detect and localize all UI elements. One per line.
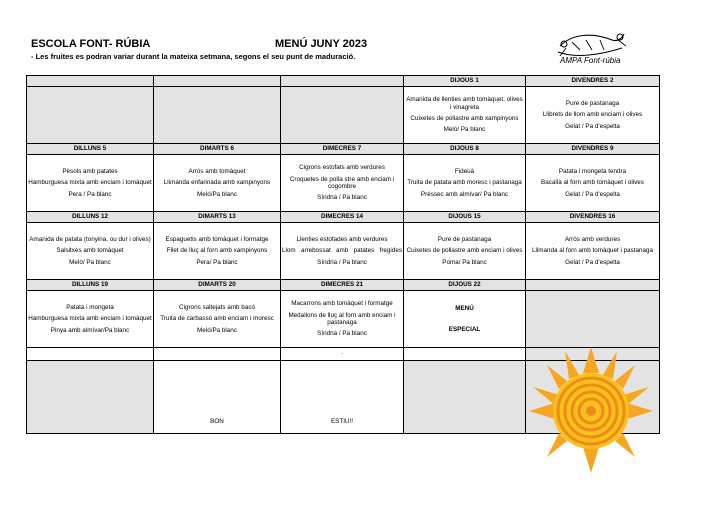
week-2-header-row [27, 144, 660, 155]
day-header: DILLUNS 12 [27, 212, 154, 223]
dessert: Síndria / Pa blanc [317, 194, 367, 202]
dessert: Gelat / Pa d'espelta [565, 122, 620, 130]
day-header: DIJOUS 15 [404, 212, 526, 223]
first-course: Arròs amb tomàquet [188, 167, 246, 175]
special-menu-label: ESPECIAL [448, 326, 481, 333]
week-4-menu-row [27, 291, 660, 348]
day-menu-cell [281, 291, 404, 348]
first-course: Cigrons estofats amb verdures [299, 164, 385, 172]
second-course: Medallons de lluç al forn amb enciam i pastanaga [288, 311, 396, 326]
logo-text: AMPA Font-rúbia [560, 56, 621, 65]
day-menu-cell [154, 155, 281, 212]
second-course: Truita de carbassó amb enciam i moresc [160, 315, 274, 323]
day-header [27, 76, 154, 87]
day-header: DILLUNS 5 [27, 144, 154, 155]
blank-cell [154, 348, 281, 361]
blank-cell [404, 348, 526, 361]
first-course: Amanida de patata (tonyina, ou dur i olives) [29, 235, 151, 243]
first-course: Macarrons amb tomàquet i formatge [291, 300, 393, 308]
dessert: Meló/Pa blanc [197, 190, 237, 198]
day-menu-cell [404, 155, 526, 212]
farewell-cell [27, 361, 154, 434]
empty-day-cell [526, 291, 660, 348]
week-3-header-row [27, 212, 660, 223]
day-header: DIMECRES 14 [281, 212, 404, 223]
day-header: DIVENDRES 2 [526, 76, 660, 87]
day-header: DIMARTS 6 [154, 144, 281, 155]
second-course: Filet de lluç al forn amb xampinyons [166, 247, 268, 255]
day-menu-cell [27, 223, 154, 280]
farewell-cell [404, 361, 526, 434]
dessert: Poma/ Pa blanc [442, 258, 487, 266]
day-header: DIJOUS 1 [404, 76, 526, 87]
day-menu-cell [27, 155, 154, 212]
day-menu-cell [154, 291, 281, 348]
first-course: Patata i mongeta [66, 303, 114, 311]
empty-day-cell [27, 87, 154, 144]
day-header: DIVENDRES 9 [526, 144, 660, 155]
week-4-header-row [27, 280, 660, 291]
first-course: Llenties estofades amb verdures [296, 235, 388, 243]
second-course: Truita de patata amb moresc i pastanaga [407, 179, 522, 187]
first-course: Espaguetis amb tomàquet i formatge [165, 235, 269, 243]
second-course: Bacallà al forn amb tomàquet i olives [541, 179, 644, 187]
week-3-menu-row [27, 223, 660, 280]
second-course: Llibrets de llom amb enciam i olives [542, 111, 643, 119]
day-menu-cell [404, 223, 526, 280]
dessert: Gelat / Pa d'espelta [565, 190, 620, 198]
dessert: Gelat / Pa d'espelta [565, 258, 620, 266]
empty-day-cell [154, 87, 281, 144]
day-menu-cell [27, 291, 154, 348]
first-course: Patata i mongeta tendra [558, 167, 627, 175]
day-header: DIJOUS 8 [404, 144, 526, 155]
dessert: Meló/Pa blanc [197, 326, 237, 334]
fruit-note: - Les fruites es podran variar durant la mateixa setmana, segons el seu punt de maduració. [31, 52, 356, 61]
first-course: Puré de pastanaga [565, 99, 620, 107]
day-menu-cell [526, 155, 660, 212]
day-header: DIMECRES 21 [281, 280, 404, 291]
day-menu-cell [526, 223, 660, 280]
empty-day-cell [281, 87, 404, 144]
day-header: DIMECRES 7 [281, 144, 404, 155]
week-1-header-row [27, 76, 660, 87]
day-header: DIMARTS 20 [154, 280, 281, 291]
second-course: Cuixetes de pollastre amb enciam i olives [406, 247, 523, 255]
menu-title: MENÚ JUNY 2023 [275, 38, 368, 50]
day-header [154, 76, 281, 87]
second-course: Hamburguesa mixta amb enciam i tomàquet [28, 179, 152, 187]
first-course: Pèsols amb patates [62, 167, 118, 175]
blank-cell [27, 348, 154, 361]
week-1-menu-row [27, 87, 660, 144]
dessert: Síndria / Pa blanc [317, 330, 367, 338]
second-course: Salsitxes amb tomàquet [56, 247, 124, 255]
day-header [281, 76, 404, 87]
school-name: ESCOLA FONT- RÚBIA [31, 38, 151, 50]
second-course: Hamburguesa mixta amb enciam i tomàquet [28, 315, 152, 323]
day-header: DILLUNS 19 [27, 280, 154, 291]
first-course: Cigrons saltejats amb bacó [179, 303, 255, 311]
day-header [526, 280, 660, 291]
day-header: DIJOUS 22 [404, 280, 526, 291]
first-course: Puré de pastanaga [437, 235, 492, 243]
first-course: Amanida de llenties amb tomàquet, olives i vinagreta [406, 96, 523, 111]
farewell-text-estiu: ESTIU!! [281, 361, 404, 434]
dessert: Pinya amb almívar/Pa blanc [50, 326, 130, 334]
day-menu-cell [526, 87, 660, 144]
dessert: Pera / Pa blanc [68, 190, 112, 198]
day-menu-cell [154, 223, 281, 280]
dessert: Meló/ Pa blanc [443, 126, 486, 134]
first-course: Fideuà [454, 167, 475, 175]
day-header: DIMARTS 13 [154, 212, 281, 223]
dessert: Síndria / Pa blanc [317, 258, 367, 266]
day-header: DIVENDRES 16 [526, 212, 660, 223]
farewell-text-bon: BON [154, 361, 281, 434]
dessert: Pera/ Pa blanc [196, 258, 238, 266]
special-menu-label: MENÚ [455, 304, 474, 312]
sun-icon [527, 345, 655, 475]
day-menu-cell [404, 87, 526, 144]
dessert: Meló/ Pa blanc [69, 258, 111, 266]
second-course: Llimanda enfarinada amb xampinyons [163, 179, 271, 187]
day-menu-cell [281, 155, 404, 212]
second-course: Llimanda al forn amb tomàquet i pastanaga [531, 247, 654, 255]
week-2-menu-row [27, 155, 660, 212]
second-course: Llom arrebossat amb patates fregides [282, 247, 402, 255]
special-menu-cell [404, 291, 526, 348]
second-course: Croquetes de polla stre amb enciam i cogombre [289, 175, 395, 190]
first-course: Arròs amb verdures [564, 235, 621, 243]
second-course: Cuixetes de pollastre amb xampinyons [410, 115, 519, 122]
blank-cell: · [281, 348, 404, 361]
day-menu-cell [281, 223, 404, 280]
dessert: Préssec amb almívar/ Pa blanc [420, 190, 509, 198]
